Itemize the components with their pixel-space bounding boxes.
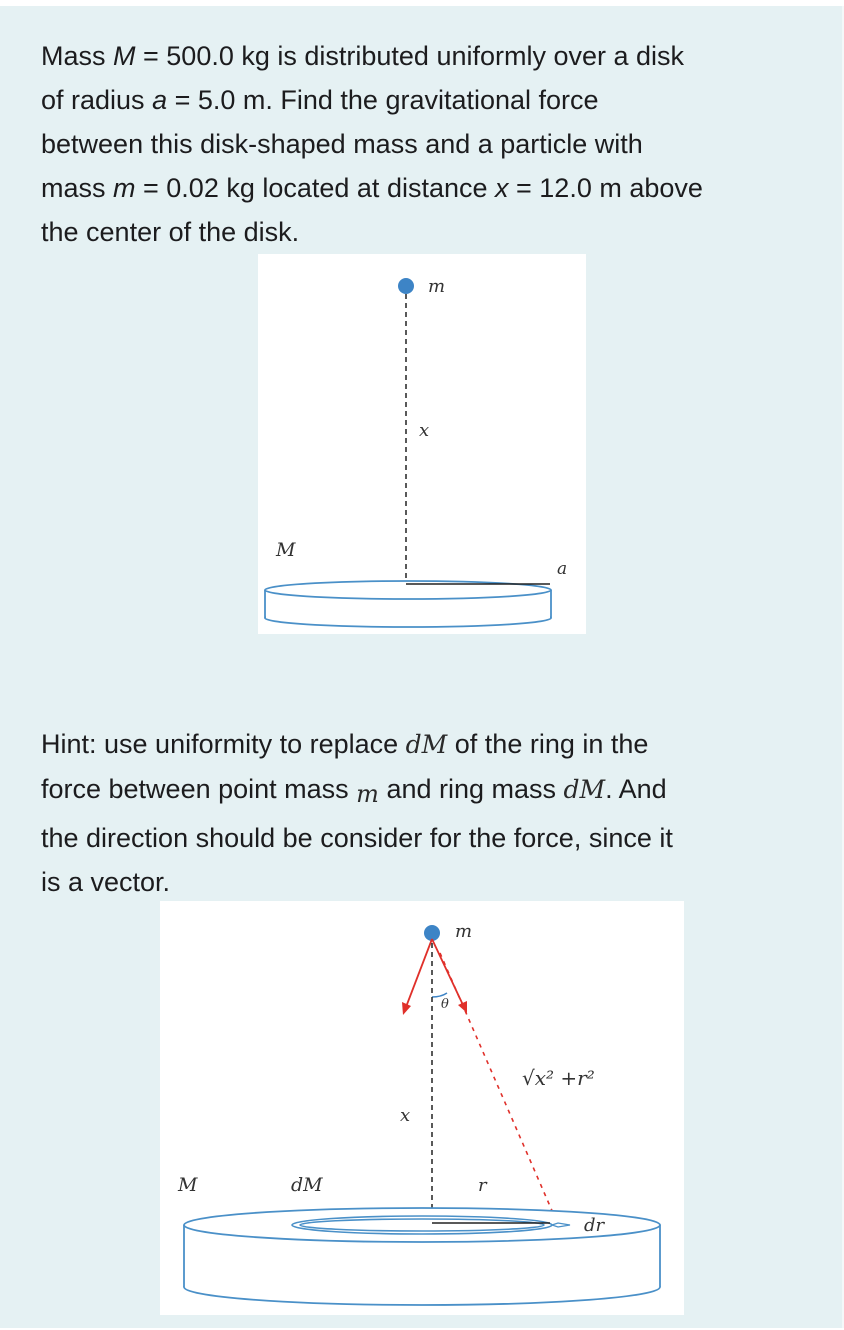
label-m: m [455, 921, 473, 942]
disk-shape [265, 581, 551, 627]
problem-statement [41, 34, 801, 254]
symbol-x: x [495, 173, 509, 203]
label-distance: √x² +r² [522, 1066, 595, 1090]
label-a: a [557, 559, 568, 579]
ring-figure-svg [160, 901, 684, 1315]
problem-line-4: mass m = 0.02 kg located at distance x = 12.0 m above [41, 173, 703, 203]
label-dr: dr [584, 1215, 605, 1236]
problem-line-2: of radius a = 5.0 m. Find the gravitational force [41, 85, 599, 115]
force-arrows [402, 939, 467, 1015]
ring-figure [160, 901, 684, 1315]
hint-text [41, 722, 801, 904]
hint-line-2: force between point mass m and ring mass dM. And [41, 774, 667, 808]
label-x: x [419, 420, 430, 441]
symbol-m: m [356, 780, 379, 808]
label-m: m [428, 276, 446, 297]
label-dM: dM [291, 1174, 323, 1196]
symbol-dM: dM [563, 775, 606, 804]
symbol-m: m [113, 173, 136, 203]
label-theta: θ [441, 997, 449, 1012]
problem-line-5: the center of the disk. [41, 217, 300, 247]
symbol-a: a [152, 85, 168, 115]
label-r: r [478, 1175, 487, 1196]
disk-figure-svg [258, 254, 586, 634]
label-M: M [276, 539, 296, 561]
label-x: x [400, 1105, 411, 1126]
symbol-dM: dM [405, 730, 448, 759]
particle-dot [398, 278, 414, 294]
symbol-M: M [113, 41, 136, 71]
hint-line-3: the direction should be consider for the force, since it [41, 823, 673, 853]
hint-line-1: Hint: use uniformity to replace dM of the ring in the [41, 729, 649, 759]
disk-figure [258, 254, 586, 634]
hint-line-4: is a vector. [41, 867, 171, 897]
particle-dot [424, 925, 440, 941]
label-M: M [178, 1174, 198, 1196]
content-card [0, 6, 844, 1328]
problem-line-1: Mass M = 500.0 kg is distributed uniformly over a disk [41, 41, 685, 71]
problem-line-3: between this disk-shaped mass and a particle with [41, 129, 643, 159]
